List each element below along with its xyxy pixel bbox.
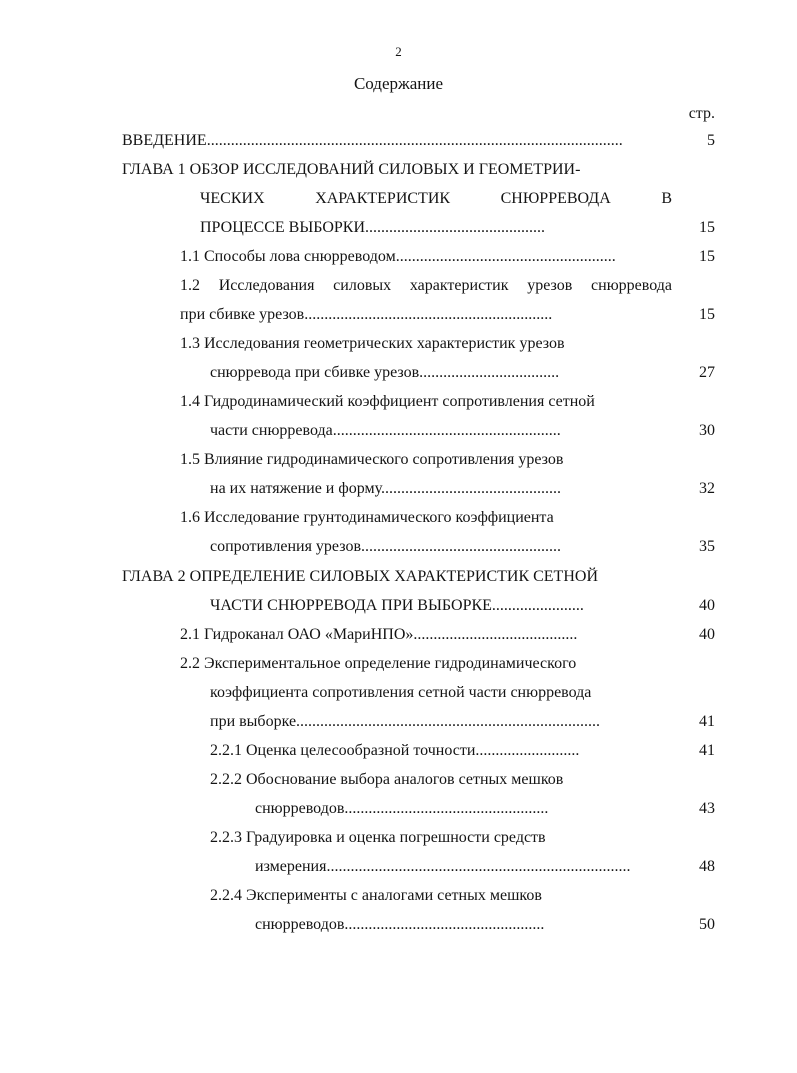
toc-entry-page: 43 [699,800,715,817]
toc-entry-text: 2.2.3 Градуировка и оценка погрешности средств [210,829,546,846]
toc-entry-text: 2.2.2 Обоснование выбора аналогов сетных мешков [210,771,564,788]
toc-entry-page: 27 [699,364,715,381]
toc-entry-page: 35 [699,538,715,555]
toc-entry-text: части снюрревода......................................................... [210,422,561,439]
toc-entry-text: 2.2.4 Эксперименты с аналогами сетных мешков [210,887,542,904]
toc-entry-text: 1.3 Исследования геометрических характеристик урезов [180,335,565,352]
toc-entry-text: ПРОЦЕССЕ ВЫБОРКИ............................................. [200,219,546,236]
toc-entry-text: на их натяжение и форму............................................. [210,480,561,497]
toc-entry-text: 1.5 Влияние гидродинамического сопротивления урезов [180,451,564,468]
toc-entry-page: 30 [699,422,715,439]
page-column-label: стр. [688,105,715,122]
toc-entry-text: 1.6 Исследование грунтодинамического коэффициента [180,509,554,526]
toc-entry-text: при сбивке урезов.............................................................. [180,306,553,323]
toc-entry-text: 2.2.1 Оценка целесообразной точности.......................... [210,742,580,759]
toc-entry-text: 2.2 Экспериментальное определение гидродинамического [180,655,577,672]
toc-entry-text: 1.2 Исследования силовых характеристик урезов снюрревода [180,277,672,294]
toc-entry-text: ЧЕСКИХ ХАРАКТЕРИСТИК СНЮРРЕВОДА В [200,190,672,207]
page-number: 2 [395,44,402,59]
toc-entry-page: 40 [699,597,715,614]
toc-entry-text: снюрревода при сбивке урезов................................... [210,364,560,381]
toc-entry-page: 50 [699,916,715,933]
toc-entry-page: 41 [699,742,715,759]
toc-entry-text: коэффициента сопротивления сетной части снюрревода [210,684,592,701]
toc-entry-text: ГЛАВА 1 ОБЗОР ИССЛЕДОВАНИЙ СИЛОВЫХ И ГЕОМЕТРИИ- [122,161,581,178]
toc-entry-page: 32 [699,480,715,497]
toc-entry-text: ЧАСТИ СНЮРРЕВОДА ПРИ ВЫБОРКЕ....................... [210,597,584,614]
toc-entry-page: 41 [699,713,715,730]
toc-entry-page: 40 [699,626,715,643]
toc-entry-page: 15 [699,219,715,236]
toc-entry-page: 15 [699,306,715,323]
toc-entry-text: 2.1 Гидроканал ОАО «МариНПО»......................................... [180,626,578,643]
toc-entry-text: при выборке............................................................................ [210,713,601,730]
toc-entry-text: ГЛАВА 2 ОПРЕДЕЛЕНИЕ СИЛОВЫХ ХАРАКТЕРИСТИК СЕТНОЙ [122,568,598,585]
toc-entry-text: 1.1 Способы лова снюрреводом....................................................... [180,248,616,265]
toc-entry-text: измерения............................................................................ [255,858,631,875]
toc-entry-page: 5 [707,132,715,149]
toc-entry-text: ВВЕДЕНИЕ........................................................................................................ [122,132,623,149]
toc-entry-text: 1.4 Гидродинамический коэффициент сопротивления сетной [180,393,595,410]
toc-entry-page: 48 [699,858,715,875]
page-title: Содержание [353,74,444,93]
toc-entry-page: 15 [699,248,715,265]
toc-entry-text: снюрреводов................................................... [255,800,549,817]
toc-entry-text: сопротивления урезов.................................................. [210,538,561,555]
toc-entry-text: снюрреводов.................................................. [255,916,545,933]
